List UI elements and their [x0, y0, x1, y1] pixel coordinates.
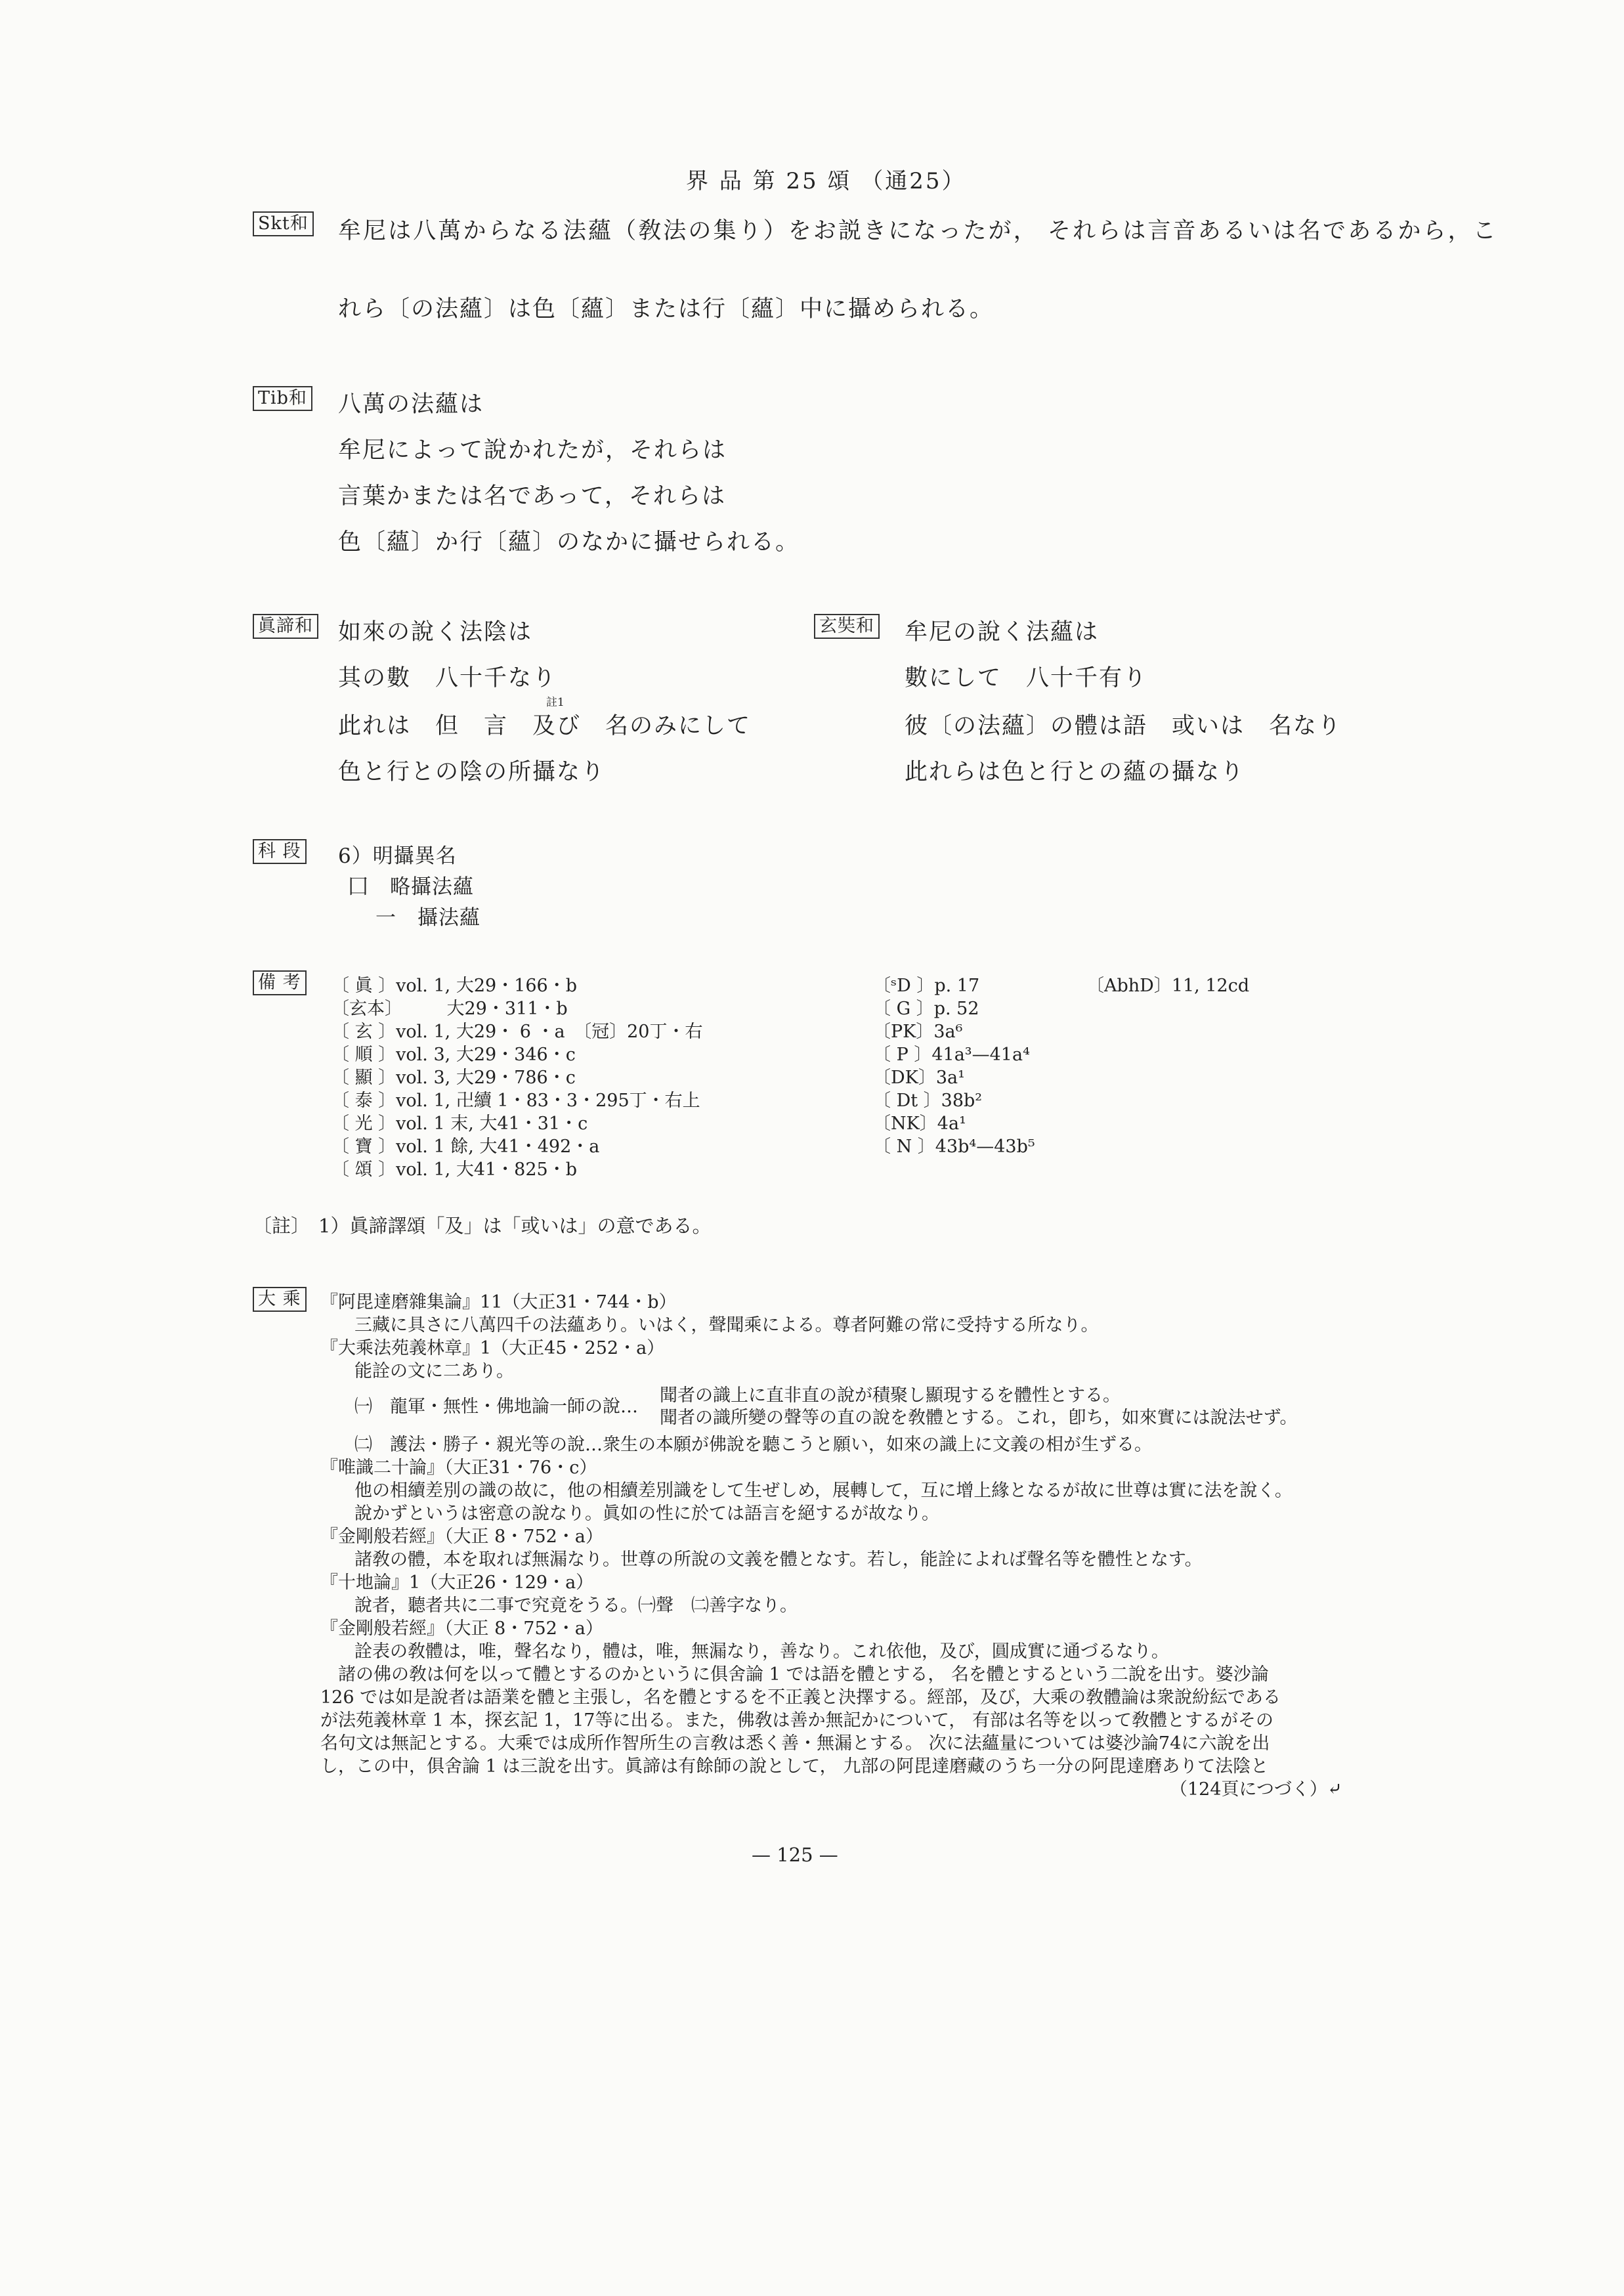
daijo-line-9: 『唯識二十論』（大正31・76・c） [320, 1458, 597, 1478]
biko-left-6: 〔 泰 〕vol. 1, 卍續 1・83・3・295丁・右上 [331, 1091, 700, 1111]
skt-line-1: 牟尼は八萬からなる法蘊（敎法の集り）をお説きになったが， それらは言音あるいは名であるから，こ [338, 218, 1498, 244]
tib-tag: Tib和 [253, 386, 312, 411]
daijo-line-21: 名句文は無記とする。大乘では成所作智所生の言敎は悉く善・無漏とする。 次に法蘊量については婆沙論74に六說を出 [320, 1733, 1270, 1754]
daijo-line-8: ㈡ 護法・勝子・親光等の說…衆生の本願が佛說を聽こうと願い，如來の識上に文義の相が生ずる。 [354, 1435, 1152, 1455]
daijo-line-14: 『十地論』1（大正26・129・a） [320, 1572, 594, 1593]
kadan-line-3: 一 攝法蘊 [375, 906, 481, 930]
biko-right-4: 〔 P 〕41a³—41a⁴ [873, 1045, 1030, 1065]
shintai-line-4: 色と行との陰の所攝なり [338, 759, 606, 785]
daijo-line-4: 能詮の文に二あり。 [354, 1361, 514, 1381]
kadan-tag: 科 段 [253, 839, 307, 864]
biko-right-5: 〔DK〕3a¹ [873, 1068, 965, 1088]
shintai-tag: 眞諦和 [253, 614, 318, 639]
biko-left-1: 〔 眞 〕vol. 1, 大29・166・b [331, 976, 577, 996]
tib-line-4: 色〔蘊〕か行〔蘊〕のなかに攝せられる。 [338, 529, 800, 555]
daijo-line-17: 詮表の敎體は，唯，聲名なり，體は，唯，無漏なり，善なり。これ依他，及び，圓成實に通づるなり。 [354, 1641, 1169, 1662]
daijo-line-1: 『阿毘達磨雜集論』11（大正31・744・b） [320, 1292, 677, 1312]
biko-right-8: 〔 N 〕43b⁴—43b⁵ [873, 1137, 1035, 1157]
note-text: 1）眞諦譯頌「及」は「或いは」の意である。 [318, 1215, 712, 1237]
daijo-line-12: 『金剛般若經』（大正 8・752・a） [320, 1527, 603, 1547]
daijo-line-13: 諸敎の體，本を取れば無漏なり。世尊の所說の文義を體となす。若し，能詮によれば聲名等を體性となす。 [354, 1549, 1203, 1570]
biko-right-3: 〔PK〕3a⁶ [873, 1022, 963, 1042]
biko-right-7: 〔NK〕4a¹ [873, 1114, 966, 1134]
daijo-line-20: が法苑義林章 1 本，探玄記 1，17等に出る。また，佛敎は善か無記かについて， 有部は名等を以って敎體とするがその [320, 1710, 1273, 1731]
daijo-line-23: （124頁につづく）⤶ [1170, 1779, 1342, 1800]
daijo-line-15: 說者，聽者共に二事で究竟をうる。㈠聲 ㈡善字なり。 [354, 1595, 798, 1616]
daijo-line-2: 三藏に具さに八萬四千の法蘊あり。いはく，聲聞乘による。尊者阿難の常に受持する所なり。 [354, 1315, 1099, 1335]
genjo-line-4: 此れらは色と行との蘊の攝なり [905, 759, 1245, 785]
biko-right-1: 〔ˢD 〕p. 17 [873, 976, 980, 996]
biko-right-6: 〔 Dt 〕38b² [873, 1091, 983, 1111]
daijo-line-11: 說かずというは密意の說なり。眞如の性に於ては語言を絕するが故なり。 [354, 1504, 939, 1524]
kadan-line-2: 囗 略攝法蘊 [348, 875, 474, 899]
daijo-line-19: 126 では如是說者は語業を體と主張し，名を體とするを不正義と決擇する。經部，及び，大乘の敎體論は衆說紛紜である [320, 1687, 1281, 1708]
daijo-line-18: 諸の佛の敎は何を以って體とするのかというに俱舍論 1 では語を體とする， 名を體とするという二說を出す。婆沙論 [338, 1664, 1269, 1685]
shintai-footnote-mark: 註1 [546, 696, 565, 709]
shintai-line-2: 其の數 八十千なり [338, 665, 557, 691]
shintai-line-3: 此れは 但 言 及び 名のみにして [338, 713, 752, 739]
tib-line-2: 牟尼によって說かれたが，それらは [338, 437, 727, 464]
biko-left-5: 〔 顯 〕vol. 3, 大29・786・c [331, 1068, 576, 1088]
page-number: — 125 — [752, 1844, 838, 1866]
daijo-line-7: 聞者の識所變の聲等の直の說を敎體とする。これ，卽ち，如來實には說法せず。 [660, 1408, 1298, 1428]
biko-left-9: 〔 頌 〕vol. 1, 大41・825・b [331, 1159, 577, 1180]
skt-line-2: れら〔の法蘊〕は色〔蘊〕または行〔蘊〕中に攝められる。 [338, 296, 994, 322]
daijo-tag: 大 乘 [253, 1287, 307, 1312]
biko-left-8: 〔 寶 〕vol. 1 餘, 大41・492・a [331, 1137, 600, 1157]
biko-left-2: 〔玄本〕 大29・311・b [331, 999, 568, 1019]
genjo-line-1: 牟尼の說く法蘊は [905, 619, 1100, 645]
genjo-line-2: 數にして 八十千有り [905, 665, 1148, 691]
note-tag: 〔註〕 [253, 1215, 310, 1237]
tib-line-1: 八萬の法蘊は [338, 391, 484, 418]
genjo-tag: 玄奘和 [814, 614, 880, 639]
page-title: 界 品 第 25 頌 （通25） [686, 168, 966, 194]
biko-abhd: 〔AbhD〕11, 12cd [1086, 976, 1250, 996]
daijo-line-22: し，この中，俱舍論 1 は三說を出す。眞諦は有餘師の說として， 九部の阿毘達磨藏のうち一分の阿毘達磨ありて法陰と [320, 1756, 1269, 1777]
skt-tag: Skt和 [253, 211, 314, 236]
daijo-line-10: 他の相續差別の識の故に，他の相續差別識をして生ぜしめ，展轉して，互に增上緣となるが故に世尊は實に法を說く。 [354, 1481, 1293, 1501]
biko-left-3: 〔 玄 〕vol. 1, 大29・ 6 ・a 〔冠〕20丁・右 [331, 1022, 703, 1042]
biko-right-2: 〔 G 〕p. 52 [873, 999, 979, 1019]
daijo-line-16: 『金剛般若經』（大正 8・752・a） [320, 1618, 603, 1639]
biko-left-4: 〔 順 〕vol. 3, 大29・346・c [331, 1045, 576, 1065]
daijo-line-3: 『大乘法苑義林章』1（大正45・252・a） [320, 1338, 665, 1358]
genjo-line-3: 彼〔の法蘊〕の體は語 或いは 名なり [905, 713, 1342, 739]
shintai-line-1: 如來の說く法陰は [338, 619, 533, 645]
biko-left-7: 〔 光 〕vol. 1 末, 大41・31・c [331, 1114, 588, 1134]
daijo-line-6: ㈠ 龍軍・無性・佛地論一師の說… [354, 1397, 638, 1417]
tib-line-3: 言葉かまたは名であって，それらは [338, 483, 726, 509]
daijo-line-5: 聞者の識上に直非直の說が積聚し顯現するを體性とする。 [660, 1385, 1121, 1406]
biko-tag: 備 考 [253, 970, 307, 995]
kadan-line-1: 6）明攝異名 [338, 844, 457, 868]
